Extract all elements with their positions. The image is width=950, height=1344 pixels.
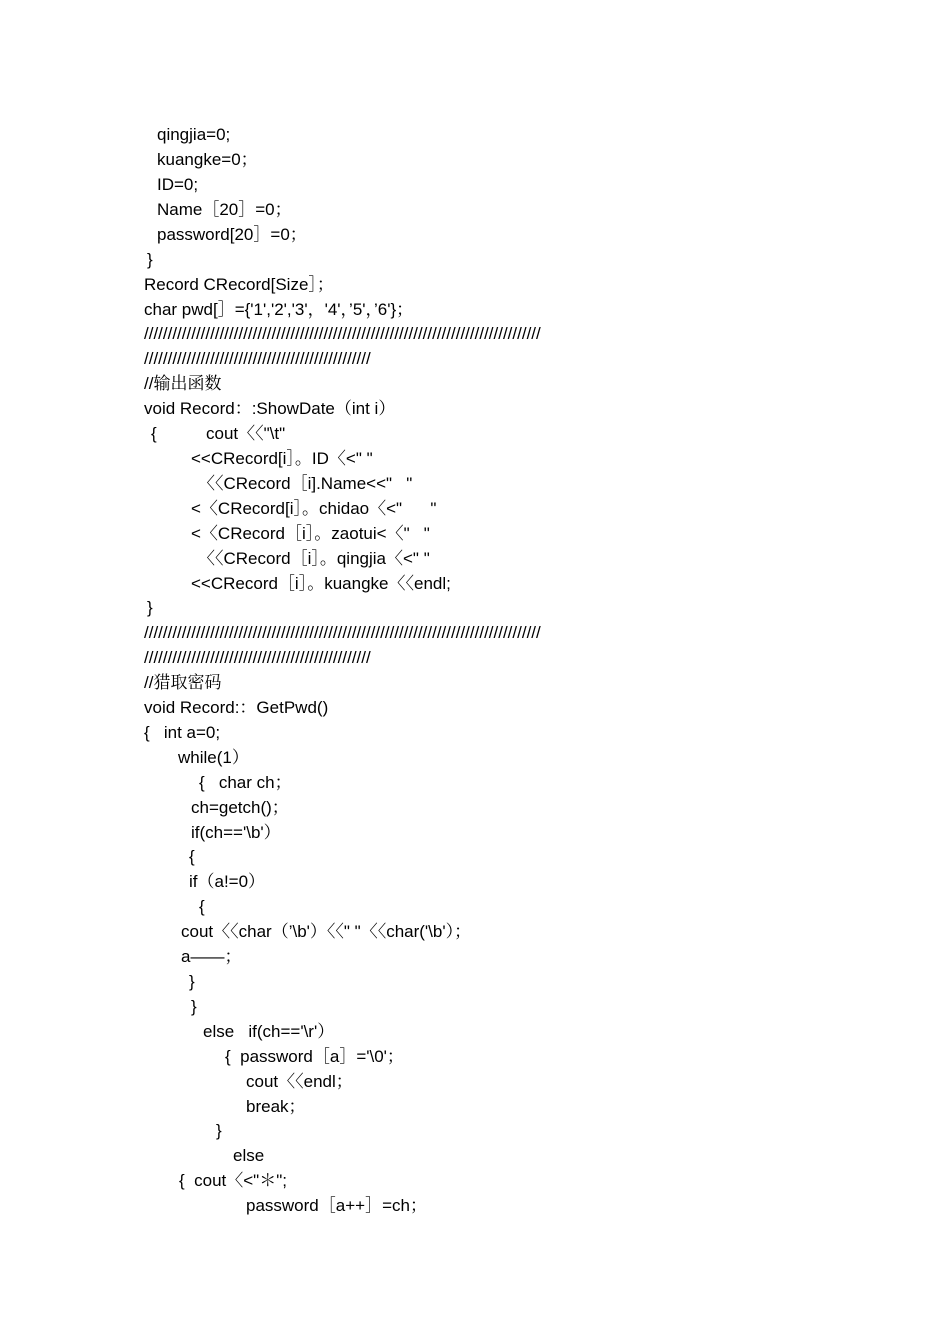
code-line: } xyxy=(147,598,153,617)
section-comment: //输出函数 xyxy=(144,374,222,393)
code-line: 〈〈CRecord［i］。qingjia〈<" " xyxy=(198,549,430,568)
code-line: ID=0; xyxy=(157,175,199,194)
code-line: kuangke=0； xyxy=(157,150,258,169)
code-line: } xyxy=(189,972,195,991)
code-line: else xyxy=(233,1146,265,1165)
code-line: cout〈〈"\t" xyxy=(206,424,286,443)
code-line: { xyxy=(189,847,195,866)
separator-line: //////////////////////////////////////////////////////////////////////////////////// xyxy=(144,324,541,343)
code-line: break； xyxy=(246,1097,306,1116)
code-line: password[20］=0； xyxy=(157,225,307,244)
code-line: <〈CRecord[i］。chidao〈<" " xyxy=(191,499,437,518)
function-signature: void Record:：GetPwd() xyxy=(144,698,329,717)
code-line: { int a=0; xyxy=(144,723,221,742)
code-line: ch=getch()； xyxy=(191,798,289,817)
code-line: if(ch=='\b'） xyxy=(191,823,281,842)
code-line: <<CRecord［i］。kuangke〈〈endl; xyxy=(191,574,451,593)
code-line: else if(ch=='\r'） xyxy=(203,1022,335,1041)
code-line: } xyxy=(216,1121,222,1140)
code-line: if（a!=0） xyxy=(189,872,266,891)
code-line: } xyxy=(147,250,153,269)
separator-line: //////////////////////////////////////////////////////////////////////////////////// xyxy=(144,623,541,642)
code-line: qingjia=0; xyxy=(157,125,231,144)
code-line: <<CRecord[i］。ID〈<" " xyxy=(191,449,373,468)
section-comment: //猎取密码 xyxy=(144,673,222,692)
function-signature: void Record：:ShowDate（int i） xyxy=(144,399,396,418)
code-line: cout〈〈char（’\b'）〈〈" "〈〈char('\b'）； xyxy=(181,922,472,941)
code-line: while(1） xyxy=(178,748,249,767)
code-line: { char ch； xyxy=(199,773,292,792)
code-line: password［a++］=ch； xyxy=(246,1196,427,1215)
code-line: 〈〈CRecord［i].Name<<" " xyxy=(198,474,413,493)
code-line: } xyxy=(191,997,197,1016)
code-line: cout〈〈endl； xyxy=(246,1072,353,1091)
code-line: Name［20］=0； xyxy=(157,200,292,219)
code-line: a——； xyxy=(181,947,242,966)
code-line: { cout〈<"＊"; xyxy=(179,1171,287,1190)
separator-line: //////////////////////////////////////////////// xyxy=(144,349,371,368)
code-line: <〈CRecord［i］。zaotui<〈" " xyxy=(191,524,430,543)
separator-line: //////////////////////////////////////////////// xyxy=(144,648,371,667)
code-line: { xyxy=(199,897,205,916)
code-line: { password［a］='\0'； xyxy=(225,1047,404,1066)
code-line: Record CRecord[Size］； xyxy=(144,275,334,294)
code-line: char pwd[］={'1','2','3'，'4'，’5'，’6'}； xyxy=(144,300,414,319)
code-line: { xyxy=(151,424,157,443)
